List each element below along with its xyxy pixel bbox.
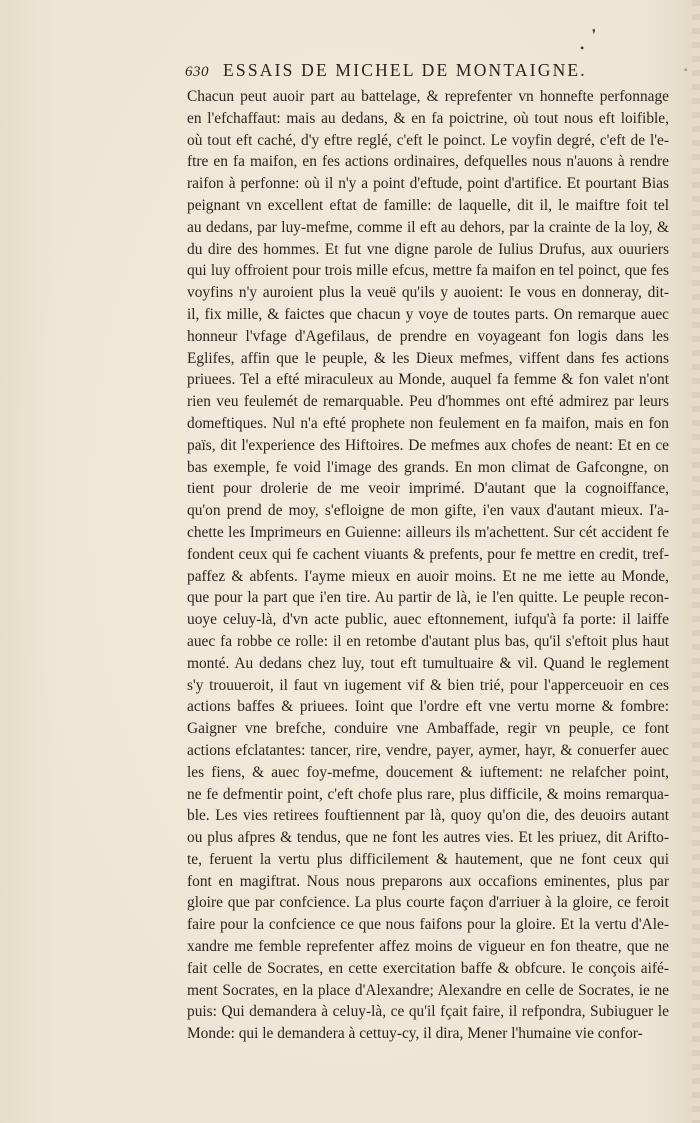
text-line: ftre en fa maifon, en fes actions ordinaires, defquelles nous n'auons à rendre [187,153,669,171]
text-line: faire pour la confcience ce que nous faifons pour la gloire. Et la vertu d'Ale- [187,916,669,934]
text-line: au dedans, par luy-mefme, comme il eft au dehors, par la crainte de la loy, & [187,218,669,236]
text-line: les fiens, & auec foy-mefme, doucement & iuftement: ne relafcher point, [187,763,669,781]
body-text [187,86,669,1045]
text-line: païs, dit l'experience des Hiftoires. De mefmes aux chofes de neant: Et en ce [187,436,669,454]
text-line: font en magiftrat. Nous nous preparons aux occafions eminentes, plus par [187,872,669,890]
text-line: fait celle de Socrates, en cette exercitation baffe & obfcure. Ie conçois aifé- [187,959,669,977]
ink-speck: ◦ [684,65,688,76]
text-line: gloire que par confcience. La plus courte façon d'arriuer à la gloire, ce feroit [187,894,669,912]
ink-speck: ❜ [592,27,596,41]
page-edge-shadow [692,0,700,1123]
text-line: en l'efchaffaut: mais au dedans, & en fa poictrine, où tout nous eft loifible, [187,109,669,127]
text-line: fondent ceux qui fe cachent viuants & prefents, pour fe mettre en credit, tref- [187,545,669,563]
text-line: ne fe defmentir point, c'eft chofe plus rare, plus difficile, & moins remarqua- [187,785,669,803]
text-line: Monde: qui le demandera à cettuy-cy, il dira, Mener l'humaine vie confor- [187,1025,643,1043]
text-line: ble. Les vies retirees fouftiennent par là, quoy qu'on die, des deuoirs autant [187,807,669,825]
running-title: ESSAIS DE MICHEL DE MONTAIGNE. [223,60,587,80]
text-line: peignant vn excellent eftat de famille: de laquelle, dit il, le maiftre foit tel [187,196,669,214]
text-line: du dire des hommes. Et fut vne digne parole de Iulius Drufus, aux ouuriers [187,240,669,258]
text-line: ou plus afpres & tendus, que ne font les autres vies. Et les priuez, dit Arifto- [187,829,669,847]
text-line: il, fix mille, & faictes que chacun y voye de toutes parts. On remarque auec [187,305,669,323]
text-line: rien veu feulemét de remarquable. Peu d'hommes ont efté admirez par leurs [187,393,669,411]
text-line: domeftiques. Nul n'a efté prophete non feulement en fa maifon, mais en fon [187,414,669,432]
text-line: te, feruent la vertu plus difficilement & hautement, que ne font ceux qui [187,850,669,868]
page-header [185,60,655,86]
text-line: uoye celuy-là, d'vn acte public, auec eftonnement, iufqu'à fa porte: il laiffe [187,611,669,629]
text-line: raifon à perfonne: où il n'y a point d'eftude, point d'artifice. Et pourtant Bias [187,175,669,193]
page-number: 630 [185,64,209,80]
text-line: paffez & abfents. I'ayme mieux en auoir moins. Et ne me iette au Monde, [187,567,669,585]
text-line: actions efclatantes: tancer, rire, vendre, payer, aymer, hayr, & conuerfer auec [187,741,669,759]
text-line: monté. Au dedans chez luy, tout eft tumultuaire & vil. Quand le reglement [187,654,669,672]
text-line: chette les Imprimeurs en Guienne: ailleurs ils m'achettent. Sur cét accident fe [187,523,669,541]
text-line: qu'on prend de moy, s'efloigne de mon gifte, i'en vaux d'autant mieux. I'a- [187,502,669,520]
ink-speck: • [580,41,585,55]
text-line: actions baffes & priuees. Ioint que l'ordre eft vne vertu morne & fombre: [187,698,669,716]
text-line: priuees. Tel a efté miraculeux au Monde, auquel fa femme & fon valet n'ont [187,371,669,389]
text-line: qui luy offroient pour trois mille efcus, mettre fa maifon en tel poinct, que fes [187,262,669,280]
text-line: puis: Qui demandera à celuy-là, ce qu'il fçait faire, il refpondra, Subiuguer le [187,1003,669,1021]
text-line: que pour la part que i'en tire. Au partir de là, ie l'en quitte. Le peuple recon- [187,589,669,607]
text-line: xandre me femble reprefenter affez moins de vigueur en fon theatre, que ne [187,938,669,956]
text-line: Eglifes, affin que le peuple, & les Dieux mefmes, viffent dans fes actions [187,349,669,367]
text-line: ment Socrates, en la place d'Alexandre; Alexandre en celle de Socrates, ie ne [187,981,669,999]
text-line: tient pour drolerie de me veoir imprimé. D'autant que la cognoiffance, [187,480,669,498]
text-line: Gaigner vne brefche, conduire vne Ambaffade, regir vn peuple, ce font [187,720,669,738]
text-line: où tout eft caché, d'y eftre reglé, c'eft le poinct. Le voyfin degré, c'eft de l'e- [187,131,669,149]
text-line: honneur l'vfage d'Agefilaus, de prendre en voyageant fon logis dans les [187,327,669,345]
text-line: auec fa robbe ce rolle: il en retombe d'autant plus bas, qu'il s'eftoit plus haut [187,632,669,650]
text-line: voyfins n'y auroient plus la veuë qu'ils y auoient: Ie vous en donneray, dit- [187,284,669,302]
text-line: bas exemple, fe void l'image des grands. En mon climat de Gafcongne, on [187,458,669,476]
text-line: Chacun peut auoir part au battelage, & reprefenter vn honnefte perfonnage [187,88,669,105]
text-line: s'y trouueroit, il faut vn iugement vif & bien trié, pour l'apperceuoir en ces [187,676,669,694]
